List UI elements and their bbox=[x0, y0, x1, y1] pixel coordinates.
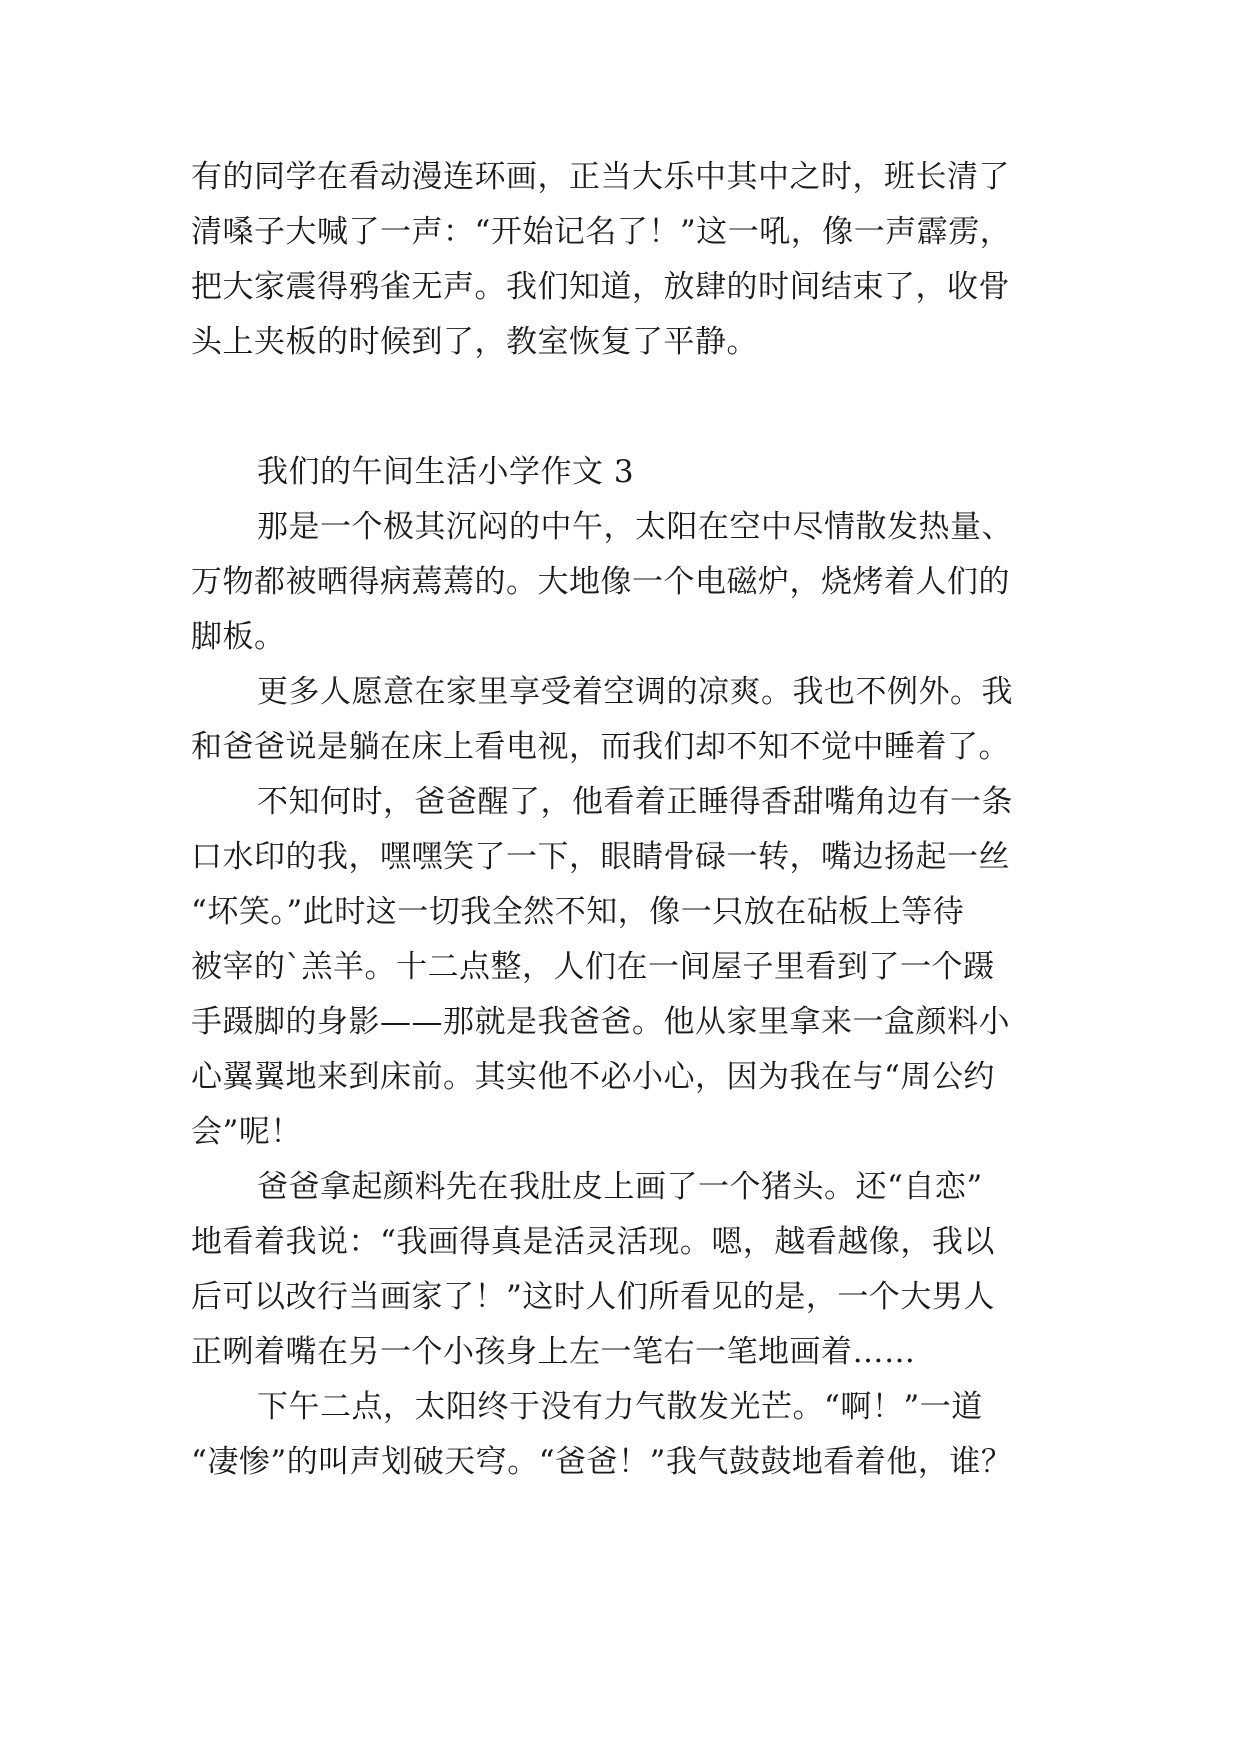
text-line: 下午二点，太阳终于没有力气散发光芒。“啊！”一道 bbox=[257, 1389, 983, 1425]
text-line: 后可以改行当画家了！”这时人们所看见的是，一个大男人 bbox=[191, 1279, 995, 1315]
text-line: 口水印的我，嘿嘿笑了一下，眼睛骨碌一转，嘴边扬起一丝 bbox=[191, 839, 1010, 875]
text-line: 脚板。 bbox=[191, 619, 286, 655]
text-line: 地看着我说：“我画得真是活灵活现。嗯，越看越像，我以 bbox=[191, 1224, 995, 1260]
text-line: 被宰的`羔羊。十二点整，人们在一间屋子里看到了一个蹑 bbox=[191, 949, 995, 985]
text-line: 会”呢！ bbox=[191, 1114, 302, 1150]
text-line: 心翼翼地来到床前。其实他不必小心，因为我在与“周公约 bbox=[191, 1059, 995, 1095]
section-heading: 我们的午间生活小学作文 3 bbox=[257, 454, 635, 490]
text-line: 手蹑脚的身影——那就是我爸爸。他从家里拿来一盒颜料小 bbox=[191, 1004, 1010, 1040]
text-line: “坏笑。”此时这一切我全然不知，像一只放在砧板上等待 bbox=[191, 894, 965, 930]
text-line: 正咧着嘴在另一个小孩身上左一笔右一笔地画着…… bbox=[191, 1334, 916, 1370]
text-line: 有的同学在看动漫连环画，正当大乐中其中之时，班长清了 bbox=[191, 159, 1010, 195]
text-line: 爸爸拿起颜料先在我肚皮上画了一个猪头。还“自恋” bbox=[257, 1169, 983, 1205]
text-line: 那是一个极其沉闷的中午，太阳在空中尽情散发热量、 bbox=[257, 509, 1013, 545]
text-line: 万物都被晒得病蔫蔫的。大地像一个电磁炉，烧烤着人们的 bbox=[191, 564, 1010, 600]
text-line: 不知何时，爸爸醒了，他看着正睡得香甜嘴角边有一条 bbox=[257, 784, 1013, 820]
text-line: 更多人愿意在家里享受着空调的凉爽。我也不例外。我 bbox=[257, 674, 1013, 710]
text-line: 头上夹板的时候到了，教室恢复了平静。 bbox=[191, 324, 758, 360]
text-line: 和爸爸说是躺在床上看电视，而我们却不知不觉中睡着了。 bbox=[191, 729, 1010, 765]
text-line: “凄惨”的叫声划破天穹。“爸爸！”我气鼓鼓地看着他，谁？ bbox=[191, 1444, 1013, 1480]
text-line: 清嗓子大喊了一声：“开始记名了！”这一吼，像一声霹雳， bbox=[191, 214, 1012, 250]
text-line: 把大家震得鸦雀无声。我们知道，放肆的时间结束了，收骨 bbox=[191, 269, 1010, 305]
